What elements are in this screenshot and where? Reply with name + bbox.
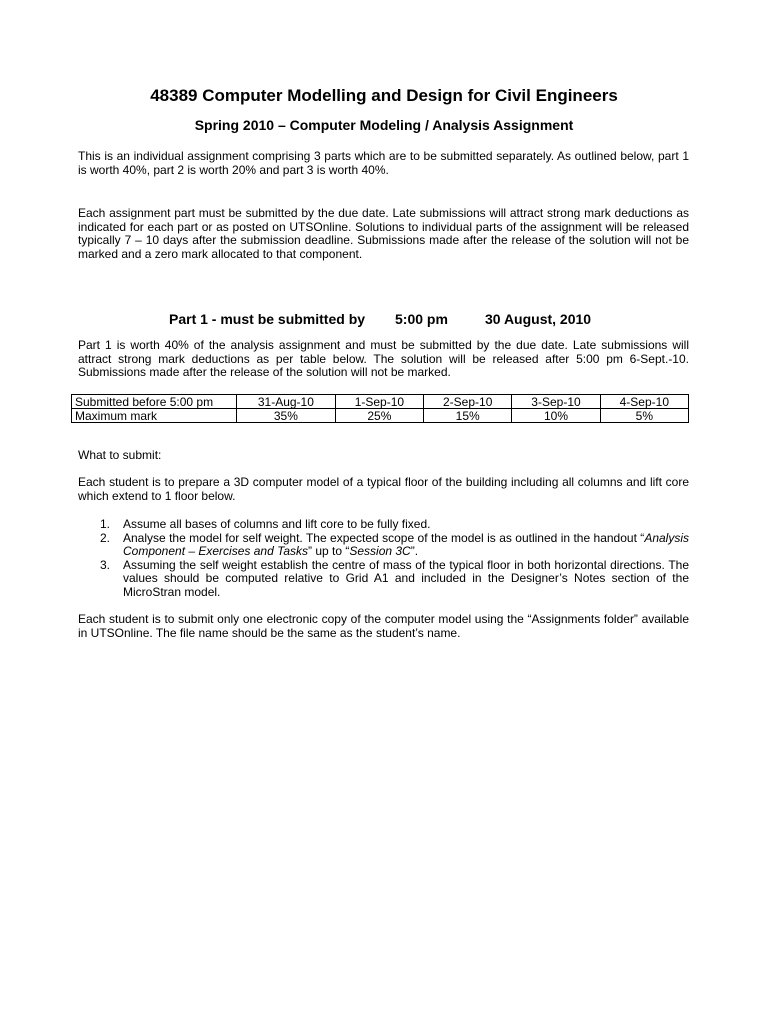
session-reference: Session 3C [349,544,411,558]
table-row-marks [72,409,689,423]
part1-heading: Part 1 - must be submitted by [169,311,366,327]
table-cell-date: 3-Sep-10 [512,395,600,409]
list-item-text-part: Analyse the model for self weight. The expected scope of the model is as outlined in the handout “ [123,530,645,545]
document-title: 48389 Computer Modelling and Design for Civil Engineers [150,86,618,105]
table-cell-mark: 10% [512,409,600,423]
table-cell-date: 1-Sep-10 [335,395,423,409]
table-row-label: Submitted before 5:00 pm [72,395,237,409]
list-item-number: 2. [100,530,111,545]
what-to-submit-label: What to submit: [78,448,162,462]
task-steps-list [78,518,689,599]
submission-policy-paragraph: Each assignment part must be submitted by the due date. Late submissions will attract strong mark deductions as indicated for each part or as posted on UTSOnline. Solutions to individual parts of the assignment will be released typically 7 – 10 days after the submission deadline. Submissions made after the release of the solution will not be marked and a zero mark allocated to that component. [78,206,689,261]
table-cell-date: 4-Sep-10 [600,395,688,409]
closing-paragraph: Each student is to submit only one electronic copy of the computer model using the “Assignments folder” available in UTSOnline. The file name should be the same as the student’s name. [78,612,689,640]
table-cell-mark: 5% [600,409,688,423]
table-row-dates [72,395,689,409]
handout-title: Analysis Component – Exercises and Tasks [123,530,689,558]
list-item-text: Assuming the self weight establish the centre of mass of the typical floor in both horizontal directions. The values should be computed relative to Grid A1 and included in the Designer’s Notes section of the MicroStran model. [123,557,689,599]
late-penalty-table [71,394,689,423]
table-cell-mark: 15% [424,409,512,423]
part1-due-time: 5:00 pm [395,311,448,327]
list-item-text [123,531,689,559]
table-cell-mark: 35% [237,409,336,423]
list-item-text-part: ” up to “ [308,544,350,558]
list-item [78,532,689,559]
document-subtitle: Spring 2010 – Computer Modeling / Analysis Assignment [194,117,574,133]
table-cell-mark: 25% [335,409,423,423]
list-item [78,559,689,600]
table-cell-date: 31-Aug-10 [237,395,336,409]
part1-description: Part 1 is worth 40% of the analysis assignment and must be submitted by the due date. Late submissions will attract strong mark deductions as per table below. The solution will be released after 5:00 pm 6-Sept.-10. Submissions made after the release of the solution will not be marked. [78,338,689,379]
intro-paragraph: This is an individual assignment comprising 3 parts which are to be submitted separately. As outlined below, part 1 is worth 40%, part 2 is worth 20% and part 3 is worth 40%. [78,149,689,177]
list-item-number: 3. [100,557,111,572]
task-intro-paragraph: Each student is to prepare a 3D computer model of a typical floor of the building including all columns and lift core which extend to 1 floor below. [78,475,689,503]
part1-due-date: 30 August, 2010 [485,311,592,327]
list-item [78,518,689,532]
table-cell-date: 2-Sep-10 [424,395,512,409]
list-item-text: Assume all bases of columns and lift core to be fully fixed. [123,517,431,531]
table-row-label: Maximum mark [72,409,237,423]
list-item-text-part: ”. [410,544,419,558]
list-item-number: 1. [100,517,111,531]
